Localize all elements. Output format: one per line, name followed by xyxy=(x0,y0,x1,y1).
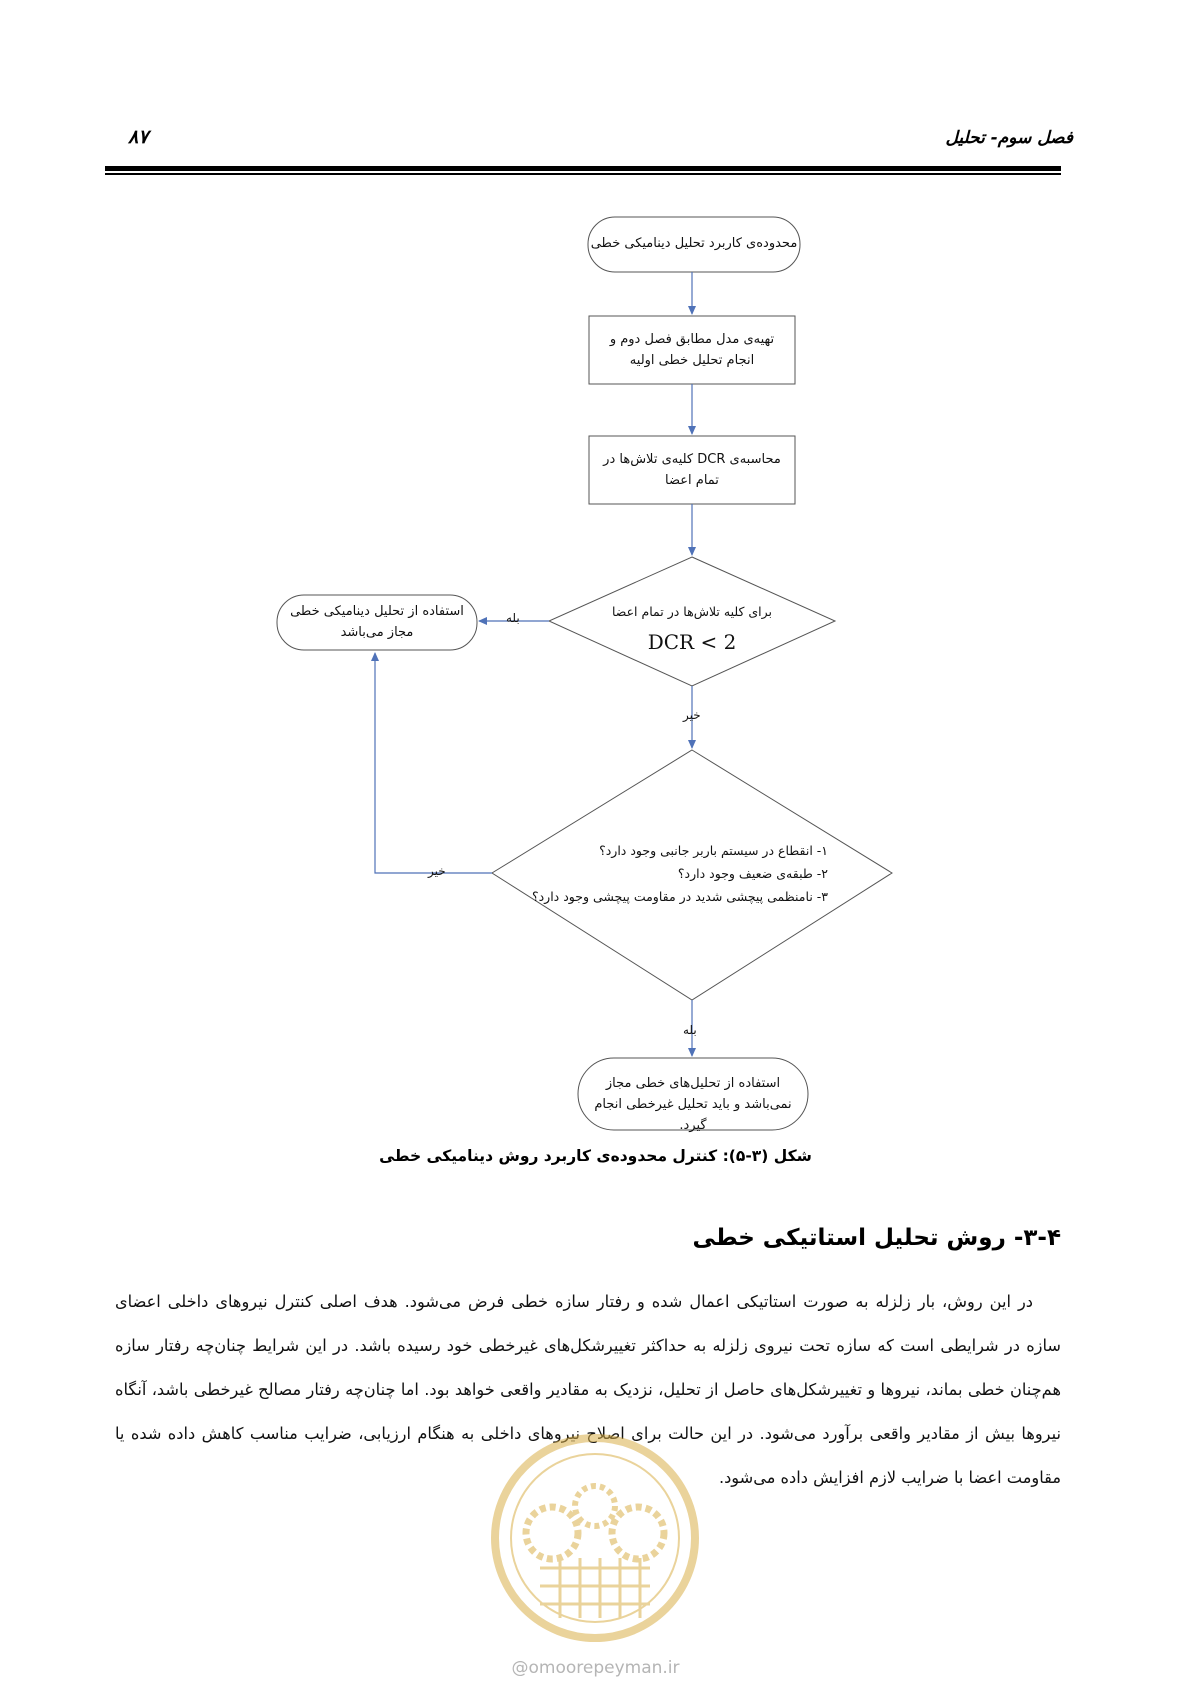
decision2-question-3: ۳- نامنظمی پیچشی شدید در مقاومت پیچشی وجود دارد؟ xyxy=(531,889,828,904)
decision2-question-1: ۱- انقطاع در سیستم باربر جانبی وجود دارد؟ xyxy=(599,843,828,858)
chapter-title: فصل سوم- تحلیل xyxy=(945,128,1073,148)
body-paragraph: در این روش، بار زلزله به صورت استاتیکی اعمال شده و رفتار سازه خطی فرض می‌شود. هدف اصلی کنترل نیروهای داخلی اعضای سازه در شرایطی است که سازه تحت نیروی زلزله به حداکثر تغییرشکل‌های غیرخطی خود رسیده باشد. در این شرایط چنان‌چه رفتار سازه هم‌چنان خطی بماند، نیروها و تغییرشکل‌های حاصل از تحلیل، نزدیک به مقادیر واقعی خواهد بود. اما چنان‌چه رفتار مصالح غیرخطی باشد، آنگاه نیروها بیش از مقادیر واقعی برآورد می‌شود. در این حالت برای اصلاح نیروهای داخلی به هنگام ارزیابی، ضرایب مناسب کاهش داده شده یا مقاومت اعضا با ضرایب لازم افزایش داده می‌شود. xyxy=(115,1292,1061,1487)
process-model-label: تهیه‌ی مدل مطابق فصل دوم و انجام تحلیل خطی اولیه xyxy=(609,332,775,368)
decision1-no-label: خیر xyxy=(683,708,701,722)
figure-caption: شکل (۳-۵): کنترل محدوده‌ی کاربرد روش دینامیکی خطی xyxy=(379,1147,812,1165)
watermark-seal-logo xyxy=(480,1428,710,1648)
decision1-label: برای کلیه تلاش‌ها در تمام اعضا xyxy=(611,604,773,619)
process-dcr-label: محاسبه‌ی DCR کلیه‌ی تلاش‌ها در تمام اعضا xyxy=(603,452,781,488)
decision1-yes-label: بله xyxy=(506,611,520,625)
result-nonlinear-label: استفاده از تحلیل‌های خطی مجاز نمی‌باشد و باید تحلیل غیرخطی انجام گیرد. xyxy=(594,1076,792,1133)
section-heading: ۳-۴- روش تحلیل استاتیکی خطی xyxy=(692,1225,1061,1251)
decision2-no-label: خیر xyxy=(428,864,446,878)
decision2-question-2: ۲- طبقه‌ی ضعیف وجود دارد؟ xyxy=(677,866,828,881)
watermark-url: @omoorepeyman.ir xyxy=(511,1658,680,1678)
decision2-yes-label: بله xyxy=(683,1023,697,1037)
decision1-formula: DCR < 2 xyxy=(647,630,737,654)
result-linear-label: استفاده از تحلیل دینامیکی خطی مجاز می‌باشد xyxy=(290,604,464,640)
start-terminal-label: محدوده‌ی کاربرد تحلیل دینامیکی خطی xyxy=(590,236,798,251)
page-number: ۸۷ xyxy=(128,126,149,148)
arrow-decision2-no xyxy=(375,653,492,873)
